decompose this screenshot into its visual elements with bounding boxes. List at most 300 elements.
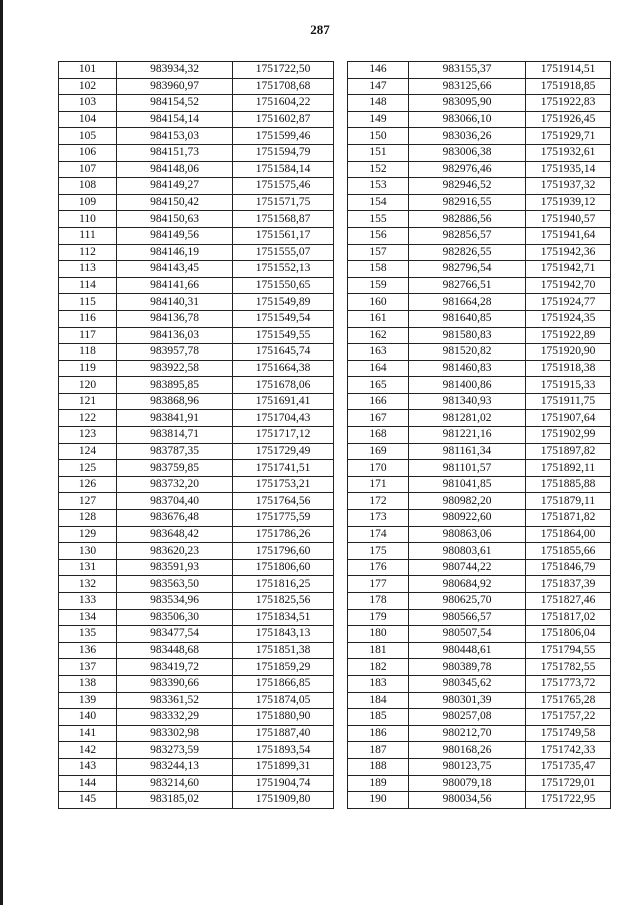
table-row [348, 609, 611, 626]
y-coordinate-cell: 1751717,12 [233, 427, 334, 444]
table-row [59, 211, 334, 228]
x-coordinate-cell: 983419,72 [117, 659, 233, 676]
point-number-cell: 120 [59, 377, 117, 394]
table-row [59, 277, 334, 294]
table-row [59, 659, 334, 676]
point-number-cell: 161 [348, 310, 409, 327]
table-row [59, 194, 334, 211]
x-coordinate-cell: 984140,31 [117, 294, 233, 311]
table-row [348, 178, 611, 195]
point-number-cell: 110 [59, 211, 117, 228]
x-coordinate-cell: 980448,61 [409, 642, 526, 659]
table-row [59, 244, 334, 261]
x-coordinate-cell: 983620,23 [117, 543, 233, 560]
point-number-cell: 176 [348, 559, 409, 576]
table-row [59, 227, 334, 244]
point-number-cell: 139 [59, 692, 117, 709]
y-coordinate-cell: 1751893,54 [233, 742, 334, 759]
point-number-cell: 185 [348, 709, 409, 726]
table-row [348, 410, 611, 427]
point-number-cell: 114 [59, 277, 117, 294]
y-coordinate-cell: 1751942,36 [526, 244, 611, 261]
table-row [59, 360, 334, 377]
point-number-cell: 163 [348, 344, 409, 361]
y-coordinate-cell: 1751926,45 [526, 111, 611, 128]
point-number-cell: 183 [348, 675, 409, 692]
point-number-cell: 142 [59, 742, 117, 759]
point-number-cell: 181 [348, 642, 409, 659]
y-coordinate-cell: 1751806,04 [526, 626, 611, 643]
point-number-cell: 187 [348, 742, 409, 759]
x-coordinate-cell: 984149,56 [117, 227, 233, 244]
x-coordinate-cell: 983448,68 [117, 642, 233, 659]
y-coordinate-cell: 1751555,07 [233, 244, 334, 261]
y-coordinate-cell: 1751915,33 [526, 377, 611, 394]
x-coordinate-cell: 983704,40 [117, 493, 233, 510]
point-number-cell: 186 [348, 725, 409, 742]
point-number-cell: 125 [59, 460, 117, 477]
point-number-cell: 131 [59, 559, 117, 576]
y-coordinate-cell: 1751722,95 [526, 792, 611, 809]
y-coordinate-cell: 1751937,32 [526, 178, 611, 195]
x-coordinate-cell: 983185,02 [117, 792, 233, 809]
table-row [348, 443, 611, 460]
y-coordinate-cell: 1751749,58 [526, 725, 611, 742]
y-coordinate-cell: 1751742,33 [526, 742, 611, 759]
y-coordinate-cell: 1751914,51 [526, 62, 611, 79]
y-coordinate-cell: 1751757,22 [526, 709, 611, 726]
x-coordinate-cell: 982976,46 [409, 161, 526, 178]
table-row [348, 161, 611, 178]
x-coordinate-cell: 984154,14 [117, 111, 233, 128]
y-coordinate-cell: 1751794,55 [526, 642, 611, 659]
table-row [59, 626, 334, 643]
point-number-cell: 109 [59, 194, 117, 211]
point-number-cell: 132 [59, 576, 117, 593]
y-coordinate-cell: 1751575,46 [233, 178, 334, 195]
table-row [348, 344, 611, 361]
x-coordinate-cell: 983534,96 [117, 593, 233, 610]
point-number-cell: 173 [348, 510, 409, 527]
x-coordinate-cell: 980345,62 [409, 675, 526, 692]
table-row [348, 310, 611, 327]
table-row [348, 261, 611, 278]
table-row [59, 410, 334, 427]
y-coordinate-cell: 1751892,11 [526, 460, 611, 477]
y-coordinate-cell: 1751773,72 [526, 675, 611, 692]
y-coordinate-cell: 1751935,14 [526, 161, 611, 178]
y-coordinate-cell: 1751911,75 [526, 393, 611, 410]
point-number-cell: 155 [348, 211, 409, 228]
table-row [59, 742, 334, 759]
x-coordinate-cell: 983960,97 [117, 78, 233, 95]
y-coordinate-cell: 1751846,79 [526, 559, 611, 576]
x-coordinate-cell: 983732,20 [117, 476, 233, 493]
point-number-cell: 112 [59, 244, 117, 261]
point-number-cell: 175 [348, 543, 409, 560]
table-row [59, 593, 334, 610]
point-number-cell: 122 [59, 410, 117, 427]
x-coordinate-cell: 983390,66 [117, 675, 233, 692]
y-coordinate-cell: 1751941,64 [526, 227, 611, 244]
table-row [59, 261, 334, 278]
table-row [348, 128, 611, 145]
point-number-cell: 101 [59, 62, 117, 79]
table-row [348, 510, 611, 527]
x-coordinate-cell: 983214,60 [117, 775, 233, 792]
table-row [348, 775, 611, 792]
x-coordinate-cell: 980625,70 [409, 593, 526, 610]
x-coordinate-cell: 981580,83 [409, 327, 526, 344]
x-coordinate-cell: 983895,85 [117, 377, 233, 394]
point-number-cell: 119 [59, 360, 117, 377]
coordinates-table-right [347, 61, 611, 809]
table-row [348, 393, 611, 410]
table-row [59, 642, 334, 659]
point-number-cell: 144 [59, 775, 117, 792]
y-coordinate-cell: 1751549,89 [233, 294, 334, 311]
y-coordinate-cell: 1751796,60 [233, 543, 334, 560]
y-coordinate-cell: 1751664,38 [233, 360, 334, 377]
point-number-cell: 136 [59, 642, 117, 659]
point-number-cell: 116 [59, 310, 117, 327]
point-number-cell: 121 [59, 393, 117, 410]
x-coordinate-cell: 981520,82 [409, 344, 526, 361]
y-coordinate-cell: 1751604,22 [233, 95, 334, 112]
table-row [59, 178, 334, 195]
table-row [348, 675, 611, 692]
point-number-cell: 160 [348, 294, 409, 311]
x-coordinate-cell: 981664,28 [409, 294, 526, 311]
x-coordinate-cell: 983814,71 [117, 427, 233, 444]
x-coordinate-cell: 983841,91 [117, 410, 233, 427]
point-number-cell: 168 [348, 427, 409, 444]
y-coordinate-cell: 1751584,14 [233, 161, 334, 178]
y-coordinate-cell: 1751885,88 [526, 476, 611, 493]
y-coordinate-cell: 1751909,80 [233, 792, 334, 809]
table-row [59, 493, 334, 510]
table-row [348, 244, 611, 261]
point-number-cell: 115 [59, 294, 117, 311]
point-number-cell: 154 [348, 194, 409, 211]
x-coordinate-cell: 981041,85 [409, 476, 526, 493]
y-coordinate-cell: 1751879,11 [526, 493, 611, 510]
table-row [59, 775, 334, 792]
y-coordinate-cell: 1751942,70 [526, 277, 611, 294]
x-coordinate-cell: 983787,35 [117, 443, 233, 460]
point-number-cell: 146 [348, 62, 409, 79]
point-number-cell: 107 [59, 161, 117, 178]
x-coordinate-cell: 983922,58 [117, 360, 233, 377]
x-coordinate-cell: 980684,92 [409, 576, 526, 593]
x-coordinate-cell: 984149,27 [117, 178, 233, 195]
table-row [348, 62, 611, 79]
y-coordinate-cell: 1751942,71 [526, 261, 611, 278]
y-coordinate-cell: 1751786,26 [233, 526, 334, 543]
y-coordinate-cell: 1751922,89 [526, 327, 611, 344]
point-number-cell: 117 [59, 327, 117, 344]
point-number-cell: 162 [348, 327, 409, 344]
point-number-cell: 151 [348, 144, 409, 161]
y-coordinate-cell: 1751864,00 [526, 526, 611, 543]
y-coordinate-cell: 1751924,77 [526, 294, 611, 311]
x-coordinate-cell: 980566,57 [409, 609, 526, 626]
x-coordinate-cell: 983934,32 [117, 62, 233, 79]
x-coordinate-cell: 983957,78 [117, 344, 233, 361]
x-coordinate-cell: 983066,10 [409, 111, 526, 128]
point-number-cell: 182 [348, 659, 409, 676]
table-row [348, 543, 611, 560]
point-number-cell: 138 [59, 675, 117, 692]
y-coordinate-cell: 1751552,13 [233, 261, 334, 278]
x-coordinate-cell: 981221,16 [409, 427, 526, 444]
x-coordinate-cell: 980982,20 [409, 493, 526, 510]
point-number-cell: 123 [59, 427, 117, 444]
point-number-cell: 133 [59, 593, 117, 610]
table-row [59, 128, 334, 145]
table-row [59, 675, 334, 692]
x-coordinate-cell: 980922,60 [409, 510, 526, 527]
table-row [59, 95, 334, 112]
table-row [348, 725, 611, 742]
y-coordinate-cell: 1751729,49 [233, 443, 334, 460]
point-number-cell: 105 [59, 128, 117, 145]
table-row [348, 277, 611, 294]
y-coordinate-cell: 1751922,83 [526, 95, 611, 112]
y-coordinate-cell: 1751550,65 [233, 277, 334, 294]
point-number-cell: 170 [348, 460, 409, 477]
y-coordinate-cell: 1751691,41 [233, 393, 334, 410]
y-coordinate-cell: 1751859,29 [233, 659, 334, 676]
point-number-cell: 106 [59, 144, 117, 161]
y-coordinate-cell: 1751887,40 [233, 725, 334, 742]
x-coordinate-cell: 980744,22 [409, 559, 526, 576]
x-coordinate-cell: 983759,85 [117, 460, 233, 477]
table-row [348, 327, 611, 344]
x-coordinate-cell: 984146,19 [117, 244, 233, 261]
point-number-cell: 172 [348, 493, 409, 510]
point-number-cell: 180 [348, 626, 409, 643]
point-number-cell: 149 [348, 111, 409, 128]
point-number-cell: 135 [59, 626, 117, 643]
table-row [348, 692, 611, 709]
y-coordinate-cell: 1751837,39 [526, 576, 611, 593]
y-coordinate-cell: 1751939,12 [526, 194, 611, 211]
x-coordinate-cell: 983506,30 [117, 609, 233, 626]
table-row [348, 427, 611, 444]
table-row [59, 310, 334, 327]
x-coordinate-cell: 984150,63 [117, 211, 233, 228]
y-coordinate-cell: 1751735,47 [526, 758, 611, 775]
point-number-cell: 169 [348, 443, 409, 460]
table-row [348, 526, 611, 543]
y-coordinate-cell: 1751599,46 [233, 128, 334, 145]
point-number-cell: 108 [59, 178, 117, 195]
x-coordinate-cell: 980389,78 [409, 659, 526, 676]
table-row [59, 709, 334, 726]
x-coordinate-cell: 981460,83 [409, 360, 526, 377]
point-number-cell: 103 [59, 95, 117, 112]
y-coordinate-cell: 1751871,82 [526, 510, 611, 527]
x-coordinate-cell: 982796,54 [409, 261, 526, 278]
table-row [348, 211, 611, 228]
x-coordinate-cell: 984141,66 [117, 277, 233, 294]
y-coordinate-cell: 1751874,05 [233, 692, 334, 709]
table-row [348, 460, 611, 477]
y-coordinate-cell: 1751645,74 [233, 344, 334, 361]
y-coordinate-cell: 1751782,55 [526, 659, 611, 676]
table-row [348, 758, 611, 775]
y-coordinate-cell: 1751678,06 [233, 377, 334, 394]
point-number-cell: 129 [59, 526, 117, 543]
table-row [348, 227, 611, 244]
x-coordinate-cell: 981101,57 [409, 460, 526, 477]
y-coordinate-cell: 1751708,68 [233, 78, 334, 95]
point-number-cell: 143 [59, 758, 117, 775]
x-coordinate-cell: 983868,96 [117, 393, 233, 410]
x-coordinate-cell: 981161,34 [409, 443, 526, 460]
table-row [348, 111, 611, 128]
x-coordinate-cell: 980863,06 [409, 526, 526, 543]
x-coordinate-cell: 984154,52 [117, 95, 233, 112]
x-coordinate-cell: 983244,13 [117, 758, 233, 775]
x-coordinate-cell: 984151,73 [117, 144, 233, 161]
x-coordinate-cell: 981640,85 [409, 310, 526, 327]
table-row [348, 792, 611, 809]
table-row [348, 626, 611, 643]
x-coordinate-cell: 982826,55 [409, 244, 526, 261]
x-coordinate-cell: 982856,57 [409, 227, 526, 244]
point-number-cell: 167 [348, 410, 409, 427]
y-coordinate-cell: 1751851,38 [233, 642, 334, 659]
x-coordinate-cell: 984148,06 [117, 161, 233, 178]
x-coordinate-cell: 980212,70 [409, 725, 526, 742]
table-row [59, 393, 334, 410]
table-row [59, 111, 334, 128]
point-number-cell: 111 [59, 227, 117, 244]
y-coordinate-cell: 1751880,90 [233, 709, 334, 726]
x-coordinate-cell: 980257,08 [409, 709, 526, 726]
point-number-cell: 113 [59, 261, 117, 278]
table-row [59, 576, 334, 593]
table-row [59, 758, 334, 775]
y-coordinate-cell: 1751806,60 [233, 559, 334, 576]
scan-edge-shadow [0, 0, 3, 905]
y-coordinate-cell: 1751568,87 [233, 211, 334, 228]
y-coordinate-cell: 1751561,17 [233, 227, 334, 244]
table-body [59, 62, 334, 809]
table-row [348, 742, 611, 759]
table-row [348, 559, 611, 576]
point-number-cell: 128 [59, 510, 117, 527]
point-number-cell: 140 [59, 709, 117, 726]
x-coordinate-cell: 983648,42 [117, 526, 233, 543]
point-number-cell: 141 [59, 725, 117, 742]
x-coordinate-cell: 980507,54 [409, 626, 526, 643]
x-coordinate-cell: 983676,48 [117, 510, 233, 527]
x-coordinate-cell: 980079,18 [409, 775, 526, 792]
x-coordinate-cell: 983006,38 [409, 144, 526, 161]
point-number-cell: 159 [348, 277, 409, 294]
y-coordinate-cell: 1751932,61 [526, 144, 611, 161]
table-row [59, 476, 334, 493]
y-coordinate-cell: 1751825,56 [233, 593, 334, 610]
x-coordinate-cell: 982886,56 [409, 211, 526, 228]
y-coordinate-cell: 1751904,74 [233, 775, 334, 792]
table-row [348, 377, 611, 394]
point-number-cell: 178 [348, 593, 409, 610]
table-row [59, 377, 334, 394]
y-coordinate-cell: 1751827,46 [526, 593, 611, 610]
point-number-cell: 156 [348, 227, 409, 244]
x-coordinate-cell: 983036,26 [409, 128, 526, 145]
point-number-cell: 147 [348, 78, 409, 95]
point-number-cell: 127 [59, 493, 117, 510]
y-coordinate-cell: 1751753,21 [233, 476, 334, 493]
y-coordinate-cell: 1751704,43 [233, 410, 334, 427]
x-coordinate-cell: 983477,54 [117, 626, 233, 643]
table-row [59, 460, 334, 477]
point-number-cell: 188 [348, 758, 409, 775]
y-coordinate-cell: 1751549,54 [233, 310, 334, 327]
x-coordinate-cell: 980123,75 [409, 758, 526, 775]
y-coordinate-cell: 1751764,56 [233, 493, 334, 510]
point-number-cell: 137 [59, 659, 117, 676]
table-row [59, 327, 334, 344]
y-coordinate-cell: 1751899,31 [233, 758, 334, 775]
table-row [348, 659, 611, 676]
y-coordinate-cell: 1751816,25 [233, 576, 334, 593]
table-row [59, 144, 334, 161]
y-coordinate-cell: 1751843,13 [233, 626, 334, 643]
table-row [348, 294, 611, 311]
point-number-cell: 165 [348, 377, 409, 394]
table-row [348, 360, 611, 377]
point-number-cell: 152 [348, 161, 409, 178]
x-coordinate-cell: 983302,98 [117, 725, 233, 742]
x-coordinate-cell: 983591,93 [117, 559, 233, 576]
y-coordinate-cell: 1751907,64 [526, 410, 611, 427]
y-coordinate-cell: 1751902,99 [526, 427, 611, 444]
table-row [348, 493, 611, 510]
y-coordinate-cell: 1751929,71 [526, 128, 611, 145]
point-number-cell: 102 [59, 78, 117, 95]
point-number-cell: 153 [348, 178, 409, 195]
y-coordinate-cell: 1751594,79 [233, 144, 334, 161]
point-number-cell: 130 [59, 543, 117, 560]
y-coordinate-cell: 1751918,85 [526, 78, 611, 95]
point-number-cell: 189 [348, 775, 409, 792]
y-coordinate-cell: 1751924,35 [526, 310, 611, 327]
point-number-cell: 124 [59, 443, 117, 460]
point-number-cell: 177 [348, 576, 409, 593]
point-number-cell: 164 [348, 360, 409, 377]
table-row [348, 476, 611, 493]
table-row [348, 144, 611, 161]
x-coordinate-cell: 980034,56 [409, 792, 526, 809]
table-row [348, 593, 611, 610]
table-row [59, 792, 334, 809]
table-row [59, 526, 334, 543]
point-number-cell: 126 [59, 476, 117, 493]
x-coordinate-cell: 980168,26 [409, 742, 526, 759]
table-row [348, 576, 611, 593]
x-coordinate-cell: 981400,86 [409, 377, 526, 394]
table-body [348, 62, 611, 809]
point-number-cell: 184 [348, 692, 409, 709]
table-row [59, 559, 334, 576]
x-coordinate-cell: 984150,42 [117, 194, 233, 211]
